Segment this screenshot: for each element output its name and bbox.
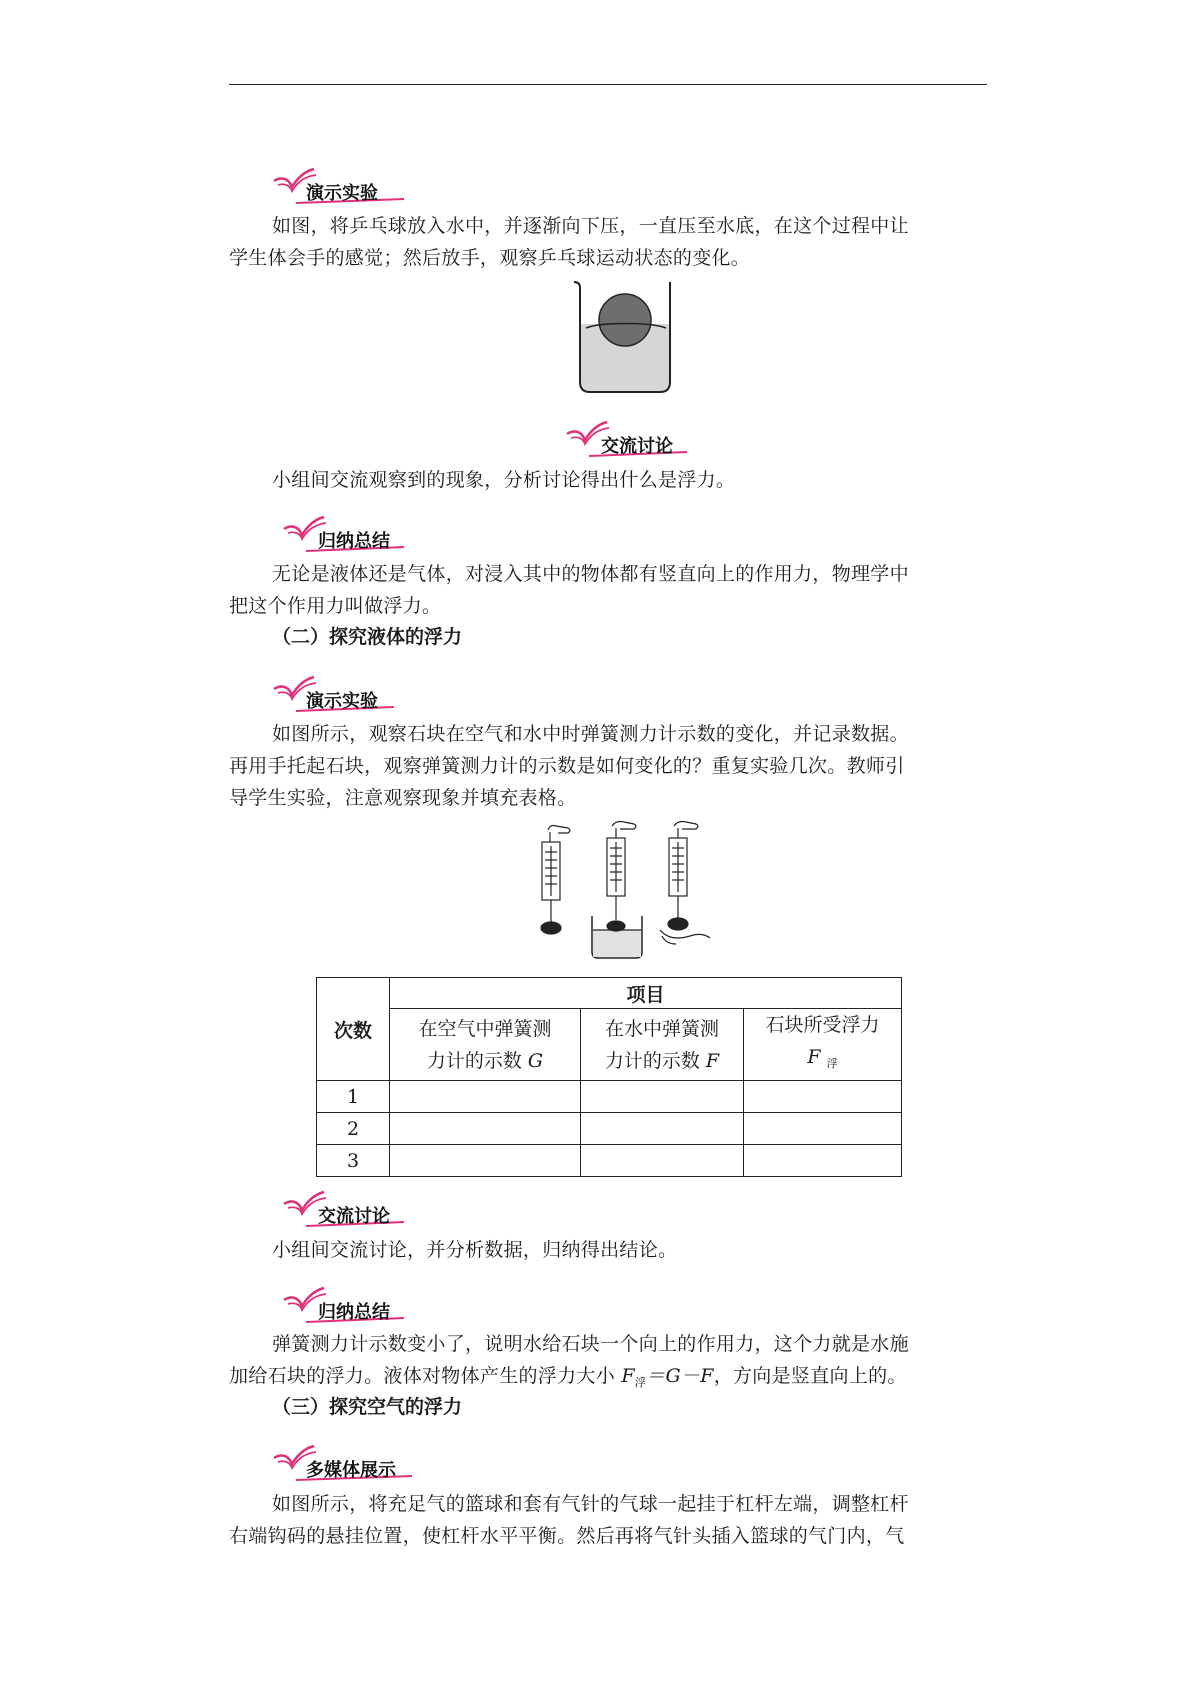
text-line: 学生体会手的感觉；然后放手，观察乒乓球运动状态的变化。	[229, 247, 751, 269]
cell-text: 力计的示数	[426, 1049, 528, 1072]
header-cell-group: 项目	[390, 978, 902, 1009]
table-row	[317, 1145, 902, 1177]
subscript: 浮	[826, 1057, 838, 1070]
variable-F-buoyancy: F	[807, 1046, 821, 1068]
header-cell-air-reading	[390, 1009, 581, 1081]
tag-label: 归纳总结	[318, 531, 390, 552]
tag-label: 演示实验	[306, 691, 378, 712]
beaker-ball-figure	[570, 278, 680, 396]
text-segment: 加给石块的浮力。液体对物体产生的浮力大小	[229, 1365, 622, 1387]
text-line: 如图所示，将充足气的篮球和套有气针的气球一起挂于杠杆左端，调整杠杆	[272, 1493, 909, 1515]
header-cell-buoyancy	[744, 1009, 902, 1081]
section-heading-2: （二）探究液体的浮力	[272, 626, 463, 648]
paragraph-discuss2	[229, 1234, 987, 1266]
cell-text: 在空气中弹簧测	[418, 1017, 552, 1040]
text-segment: ，方向是竖直向上的。	[713, 1365, 907, 1387]
header-rule	[229, 84, 987, 85]
variable-G: G	[527, 1049, 544, 1072]
cell-text: 力计的示数	[604, 1049, 706, 1072]
text-line: 把这个作用力叫做浮力。	[229, 595, 442, 617]
text-line: 右端钩码的悬挂位置，使杠杆水平平衡。然后再将气针头插入篮球的气门内，气	[229, 1525, 905, 1547]
cell-text: 在水中弹簧测	[604, 1017, 719, 1040]
paragraph-demo1	[229, 210, 987, 274]
row-number: 3	[317, 1145, 390, 1177]
spring-scale-hand	[660, 822, 710, 945]
spring-scale-figure	[520, 820, 720, 970]
subscript: 浮	[634, 1376, 647, 1389]
text-line: 如图所示，观察石块在空气和水中时弹簧测力计示数的变化，并记录数据。	[272, 723, 909, 745]
text-line: 导学生实验，注意观察现象并填充表格。	[229, 787, 577, 809]
spring-scale-water	[592, 822, 642, 959]
tag-label: 交流讨论	[601, 436, 673, 457]
paragraph-discuss1	[229, 464, 987, 496]
cell-text: 石块所受浮力	[765, 1014, 880, 1036]
tag-label: 演示实验	[306, 183, 378, 204]
data-table	[316, 977, 902, 1177]
paragraph-summary1	[229, 558, 987, 622]
header-cell-count: 次数	[317, 978, 390, 1081]
equation: ＝G－F	[646, 1365, 714, 1387]
text-line: 弹簧测力计示数变小了，说明水给石块一个向上的作用力，这个力就是水施	[272, 1333, 909, 1355]
header-cell-water-reading	[581, 1009, 744, 1081]
paragraph-demo2	[229, 718, 987, 814]
text-line: 小组间交流观察到的现象，分析讨论得出什么是浮力。	[272, 469, 736, 491]
text-line: 如图，将乒乓球放入水中，并逐渐向下压，一直压至水底，在这个过程中让	[272, 215, 909, 237]
table-row	[317, 1113, 902, 1145]
row-number: 1	[317, 1081, 390, 1113]
variable-F: F	[621, 1365, 635, 1387]
tag-label: 多媒体展示	[306, 1460, 396, 1481]
text-line: 再用手托起石块，观察弹簧测力计的示数是如何变化的？重复实验几次。教师引	[229, 755, 905, 777]
spring-scale-air	[541, 826, 570, 935]
text-line: 小组间交流讨论，并分析数据，归纳得出结论。	[272, 1239, 678, 1261]
paragraph-summary2	[229, 1328, 987, 1399]
table-row	[317, 1081, 902, 1113]
row-number: 2	[317, 1113, 390, 1145]
tag-label: 归纳总结	[318, 1302, 390, 1323]
tag-label: 交流讨论	[318, 1206, 390, 1227]
section-heading-3: （三）探究空气的浮力	[272, 1396, 463, 1418]
paragraph-media	[229, 1488, 987, 1552]
variable-F: F	[705, 1049, 720, 1072]
text-line: 无论是液体还是气体，对浸入其中的物体都有竖直向上的作用力，物理学中	[272, 563, 909, 585]
